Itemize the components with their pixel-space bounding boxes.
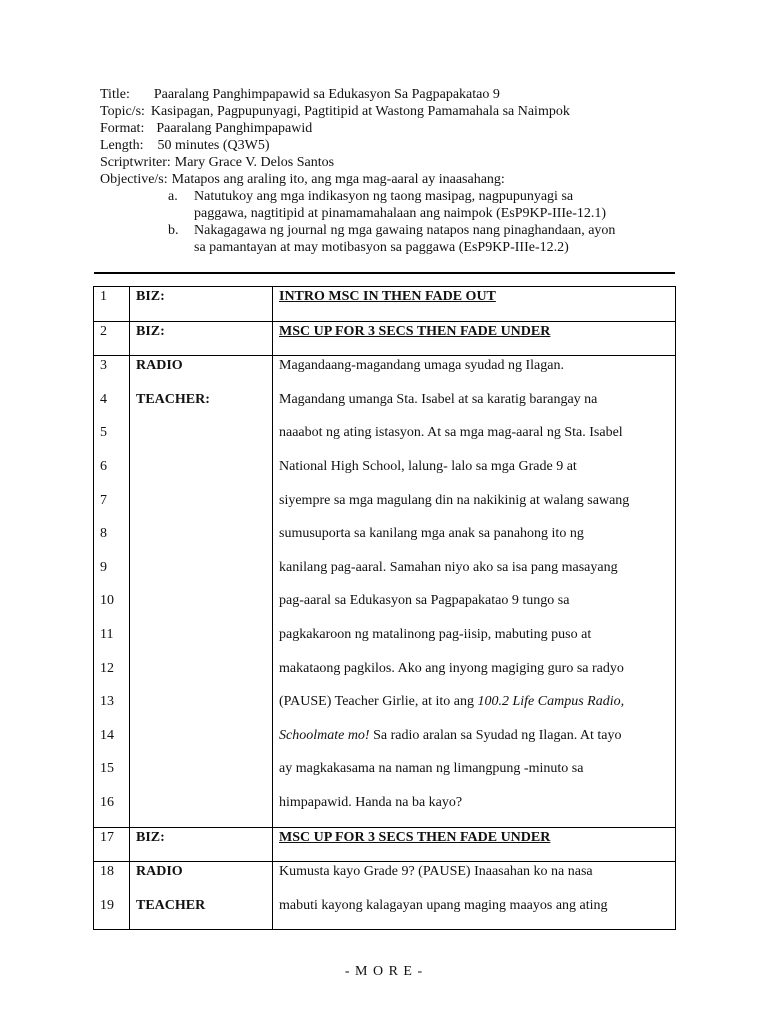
title-label: Title:	[100, 87, 130, 102]
more-footer: - M O R E -	[344, 964, 424, 979]
station-name: 100.2 Life Campus Radio,	[477, 694, 625, 710]
objectives-line	[100, 171, 700, 188]
script-line	[279, 692, 669, 726]
line-number: 19	[100, 897, 114, 913]
script-table	[93, 286, 676, 930]
line-number: 5	[100, 425, 107, 441]
line-number: 18	[100, 864, 114, 880]
title-line	[100, 86, 700, 103]
line-number: 1	[100, 289, 107, 304]
script-line: pag-aaral sa Edukasyon sa Pagpapakatao 9 tungo sa	[279, 593, 570, 609]
format-value: Paaralang Panghimpapawid	[156, 121, 313, 136]
sound-cue: MSC UP FOR 3 SECS THEN FADE UNDER	[279, 323, 551, 339]
line-number: 8	[100, 526, 107, 542]
format-label: Format:	[100, 121, 145, 136]
script-line: siyempre sa mga magulang din na nakikinig at walang sawang	[279, 492, 630, 508]
line-number: 11	[100, 626, 114, 642]
length-label: Length:	[100, 138, 144, 153]
topics-label: Topic/s:	[100, 104, 145, 119]
script-line: National High School, lalung- lalo sa mga Grade 9 at	[279, 458, 577, 474]
speaker-label: RADIO	[136, 358, 183, 374]
topics-value: Kasipagan, Pagpupunyagi, Pagtitipid at Wastong Pamamahala sa Naimpok	[150, 104, 570, 119]
script-line: pagkakaroon ng matalinong pag-iisip, mabuting puso at	[279, 626, 592, 642]
line-number: 16	[100, 794, 114, 810]
speaker-label: RADIO	[136, 864, 183, 880]
script-line: Magandang umanga Sta. Isabel at sa karatig barangay na	[279, 391, 598, 407]
line-number: 12	[100, 660, 114, 676]
table-row	[94, 321, 676, 356]
objective-text: Natutukoy ang mga indikasyon ng taong masipag, nagpupunyagi sa	[194, 189, 574, 204]
header-divider	[94, 272, 675, 274]
objectives-intro: Matapos ang araling ito, ang mga mag-aaral ay inaasahang:	[171, 172, 505, 187]
table-row	[94, 356, 676, 827]
script-line: Magandaang-magandang umaga syudad ng Ilagan.	[279, 358, 564, 374]
line-number: 4	[100, 391, 107, 407]
line-number: 13	[100, 694, 114, 710]
table-row	[94, 287, 676, 322]
script-text: Sa radio aralan sa Syudad ng Ilagan. At tayo	[369, 727, 622, 743]
objective-marker: b.	[168, 223, 179, 238]
table-row	[94, 862, 676, 930]
line-number: 9	[100, 559, 107, 575]
script-line: Kumusta kayo Grade 9? (PAUSE) Inaasahan ko na nasa	[279, 864, 593, 880]
speaker-label: BIZ:	[136, 289, 165, 304]
scriptwriter-line	[100, 154, 700, 171]
format-line	[100, 120, 700, 137]
line-number: 10	[100, 593, 114, 609]
speaker-label: TEACHER	[136, 897, 206, 913]
table-row	[94, 827, 676, 862]
line-number: 7	[100, 492, 107, 508]
script-line: makataong pagkilos. Ako ang inyong magiging guro sa radyo	[279, 660, 624, 676]
script-line: himpapawid. Handa na ba kayo?	[279, 794, 463, 810]
objective-marker: a.	[168, 189, 178, 204]
speaker-label: BIZ:	[136, 829, 165, 845]
scriptwriter-value: Mary Grace V. Delos Santos	[174, 155, 335, 170]
station-tagline: Schoolmate mo!	[279, 727, 370, 743]
objective-item	[168, 188, 694, 222]
length-value: 50 minutes (Q3W5)	[157, 138, 270, 153]
script-text: (PAUSE) Teacher Girlie, at ito ang	[279, 694, 478, 710]
line-number: 2	[100, 323, 107, 339]
script-line: sumusuporta sa kanilang mga anak sa panahong ito ng	[279, 526, 584, 542]
objective-text: sa pamantayan at may motibasyon sa paggawa (EsP9KP-IIIe-12.2)	[194, 240, 569, 255]
topics-line	[100, 103, 700, 120]
script-line: naaabot ng ating istasyon. At sa mga mag-aaral ng Sta. Isabel	[279, 425, 623, 441]
length-line	[100, 137, 700, 154]
sound-cue: MSC UP FOR 3 SECS THEN FADE UNDER	[279, 829, 551, 845]
line-number: 14	[100, 727, 114, 743]
objectives-label: Objective/s:	[100, 172, 168, 187]
script-line: ay magkakasama na naman ng limangpung -minuto sa	[279, 761, 584, 777]
line-number: 17	[100, 829, 114, 845]
script-header	[100, 86, 700, 256]
objective-text: Nakagagawa ng journal ng mga gawaing natapos nang pinaghandaan, ayon	[194, 223, 616, 238]
script-line: mabuti kayong kalagayan upang maging maayos ang ating	[279, 897, 608, 913]
script-line	[279, 726, 669, 760]
line-number: 6	[100, 458, 107, 474]
script-line: kanilang pag-aaral. Samahan niyo ako sa isa pang masayang	[279, 559, 618, 575]
title-value: Paaralang Panghimpapawid sa Edukasyon Sa Pagpapakatao 9	[153, 87, 500, 102]
sound-cue: INTRO MSC IN THEN FADE OUT	[279, 289, 496, 304]
line-number: 3	[100, 358, 107, 374]
line-number: 15	[100, 761, 114, 777]
speaker-label: TEACHER:	[136, 391, 210, 407]
objective-item	[168, 222, 694, 256]
scriptwriter-label: Scriptwriter:	[100, 155, 171, 170]
objective-text: paggawa, nagtitipid at pinamamahalaan ang naimpok (EsP9KP-IIIe-12.1)	[194, 206, 607, 221]
speaker-label: BIZ:	[136, 323, 165, 339]
